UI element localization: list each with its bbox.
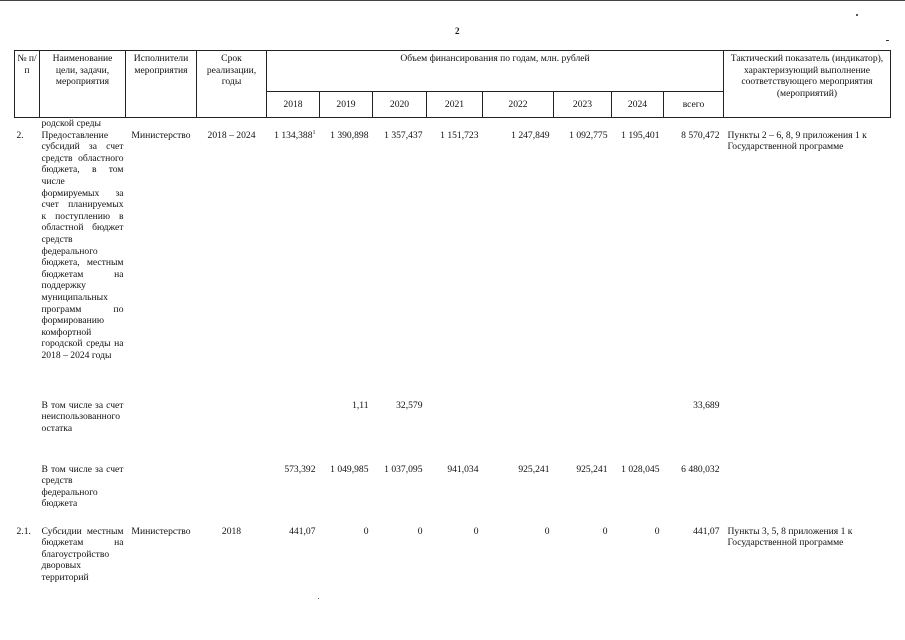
row-num: 2.1. bbox=[16, 525, 31, 537]
table-row bbox=[15, 118, 891, 130]
header-executors: Исполнители мероприятия bbox=[126, 51, 197, 118]
row-value: 1,11 bbox=[352, 399, 369, 411]
header-year: 2021 bbox=[427, 92, 483, 118]
row-indicator: Пункты 2 – 6, 8, 9 приложения 1 к Государственной программе bbox=[727, 129, 867, 153]
header-name: Наименование цели, задачи, мероприятия bbox=[40, 51, 126, 118]
page-number: 2 bbox=[455, 26, 460, 36]
row-value: 925,241 bbox=[576, 463, 608, 475]
header-year: 2024 bbox=[612, 92, 664, 118]
header-year: 2018 bbox=[267, 92, 320, 118]
header-indicator: Тактический показатель (индикатор), характеризующий выполнение соответствующего мероприятия (мероприятий) bbox=[724, 51, 891, 118]
table-row bbox=[15, 400, 891, 464]
row-value bbox=[612, 400, 664, 464]
row-value: 941,034 bbox=[447, 463, 479, 475]
row-value: 1 092,775 bbox=[569, 129, 608, 141]
footnote-mark: 1 bbox=[312, 129, 316, 136]
row-term: 2018 bbox=[221, 525, 242, 537]
row-term: 2018 – 2024 bbox=[207, 129, 256, 141]
header-year: 2023 bbox=[554, 92, 612, 118]
header-num: № п/п bbox=[15, 51, 40, 118]
row-value bbox=[427, 400, 483, 464]
header-year: 2020 bbox=[373, 92, 427, 118]
row-value: 0 bbox=[544, 525, 550, 537]
row-num: 2. bbox=[16, 129, 24, 141]
row-executor: Министерство bbox=[131, 525, 191, 537]
row-value: 925,241 bbox=[518, 463, 550, 475]
row-value bbox=[267, 400, 320, 464]
row-value: 1 151,723 bbox=[440, 129, 479, 141]
row-value: 0 bbox=[473, 525, 479, 537]
header-year: 2019 bbox=[320, 92, 373, 118]
top-border-line bbox=[0, 0, 905, 1]
row-value-total: 6 480,032 bbox=[681, 463, 720, 475]
row-value: 1 195,401 bbox=[621, 129, 660, 141]
row-value: 1 357,437 bbox=[384, 129, 423, 141]
row-name: В том числе за счет неиспользованного остатка bbox=[41, 399, 124, 434]
row-name: Субсидии местным бюджетам на благоустройство дворовых территорий bbox=[41, 525, 124, 583]
table-row bbox=[15, 526, 891, 584]
row-name: В том числе за счет средств федерального бюджета bbox=[41, 463, 124, 510]
row-name: Предоставление субсидий за счет средств областного бюджета, в том числе формируемых за счет планируемых к поступлению в областной бюджет средств федерального бюджета, местным бюджетам на поддержку муниципальных программ по формированию комфортной городской среды на 2018 – 2024 годы bbox=[41, 129, 124, 361]
row-value: 0 bbox=[602, 525, 608, 537]
table-row bbox=[15, 130, 891, 400]
row-value: 0 bbox=[654, 525, 660, 537]
table-header bbox=[15, 51, 891, 118]
row-value: 0 bbox=[417, 525, 423, 537]
row-name: родской среды bbox=[41, 118, 101, 129]
row-value: 1 390,898 bbox=[330, 129, 369, 141]
row-value: 441,07 bbox=[289, 525, 316, 537]
row-value-total: 8 570,472 bbox=[681, 129, 720, 141]
row-value bbox=[554, 400, 612, 464]
row-value: 1 028,045 bbox=[621, 463, 660, 475]
table-row bbox=[15, 464, 891, 526]
header-year: 2022 bbox=[483, 92, 554, 118]
table-body bbox=[15, 118, 891, 584]
row-value: 1 049,985 bbox=[330, 463, 369, 475]
header-funding: Объем финансирования по годам, млн. рублей bbox=[267, 51, 724, 92]
scan-speck bbox=[318, 598, 319, 599]
row-indicator: Пункты 3, 5, 8 приложения 1 к Государственной программе bbox=[727, 525, 853, 549]
row-value: 573,392 bbox=[284, 463, 316, 475]
row-value: 0 bbox=[363, 525, 369, 537]
row-value: 1 037,095 bbox=[384, 463, 423, 475]
row-executor: Министерство bbox=[131, 129, 191, 141]
scan-speck bbox=[856, 14, 858, 16]
row-value-total: 33,689 bbox=[693, 399, 720, 411]
financing-table bbox=[14, 50, 891, 584]
row-value-2018: 1 134,388$^1$ bbox=[274, 129, 316, 141]
row-value: 32,579 bbox=[396, 399, 423, 411]
header-term: Срок реализации, годы bbox=[197, 51, 267, 118]
scan-speck bbox=[886, 40, 889, 41]
row-value-total: 441,07 bbox=[693, 525, 720, 537]
header-year-total: всего bbox=[664, 92, 724, 118]
row-value: 1 247,849 bbox=[511, 129, 550, 141]
row-value bbox=[483, 400, 554, 464]
